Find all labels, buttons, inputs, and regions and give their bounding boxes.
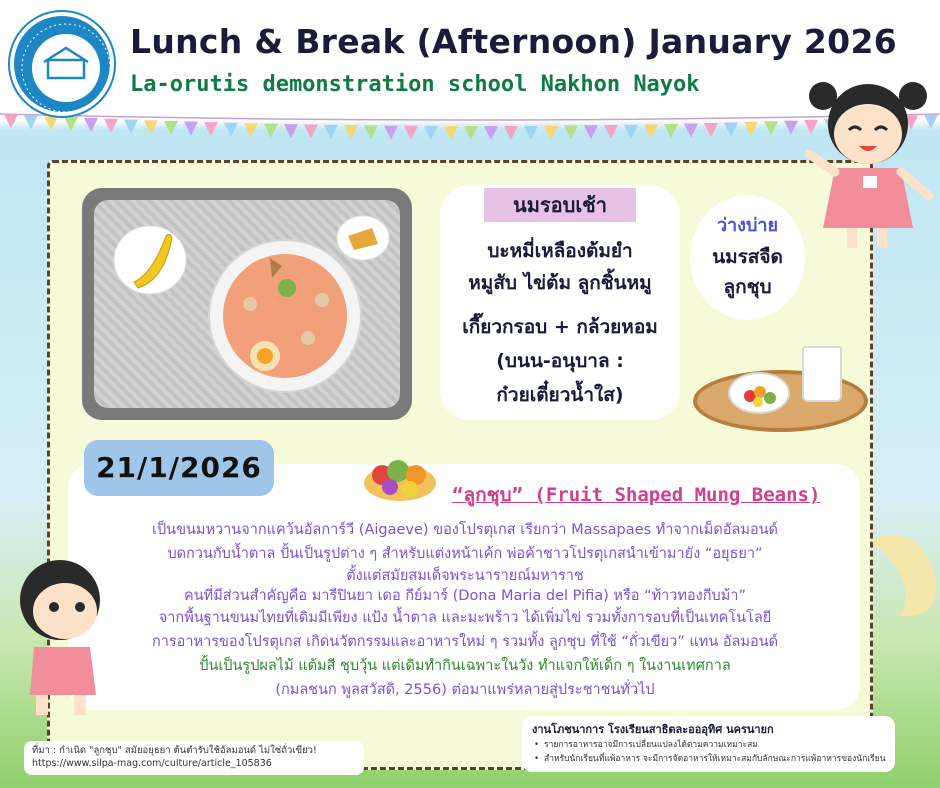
logo-emblem-icon <box>14 16 118 120</box>
department-note: • รายการอาหารอาจมีการเปลี่ยนแปลงได้ตามความเหมาะสม <box>532 738 885 752</box>
bunting-flag <box>564 126 578 140</box>
department-title: งานโภชนาการ โรงเรียนสาธิตละอออุทิศ นครนายก <box>532 723 774 736</box>
date-badge: 21/1/2026 <box>84 440 274 496</box>
bunting-flag <box>164 121 178 135</box>
mung-bean-decoration <box>860 520 940 620</box>
info-paragraph-line: (กมลชนก พูลสวัสดิ, 2556) ต่อมาแพร่หลายสู่ประชาชนทั่วไป <box>275 682 655 698</box>
bunting-flag <box>124 119 138 133</box>
lunch-food-illustration <box>82 188 412 420</box>
bunting-flag <box>204 122 218 136</box>
bunting-flag <box>784 121 798 135</box>
bunting-flag <box>424 126 438 140</box>
bunting-flag <box>244 123 258 137</box>
bunting-flag <box>284 124 298 138</box>
afternoon-menu-line: ลูกชุบ <box>723 276 772 298</box>
bunting-flag <box>584 125 598 139</box>
school-logo <box>10 12 114 116</box>
fruit-beans-plate-image <box>728 372 790 414</box>
bunting-flag <box>604 125 618 139</box>
morning-menu-line: เกี๊ยวกรอบ + กล้วยหอม <box>462 316 658 338</box>
bunting-flag <box>684 124 698 138</box>
bunting-flag <box>464 126 478 140</box>
bunting-flag <box>324 125 338 139</box>
morning-menu-line: บะหมี่เหลืองต้มยำ <box>487 240 633 262</box>
afternoon-menu-line: นมรสจืด <box>712 246 783 268</box>
bunting-flag <box>364 125 378 139</box>
info-paragraph-line: จากพื้นฐานขนมไทยที่เดิมมีเพียง แป้ง น้ำตาล และมะพร้าว ได้เพิ่มไข่ รวมทั้งการอบที่เป็นเทคโนโลยี <box>158 610 772 626</box>
bunting-flag <box>504 126 518 140</box>
morning-menu-line: (บนน-อนุบาล : <box>496 350 624 372</box>
bunting-flag <box>484 126 498 140</box>
bunting-flag <box>724 122 738 136</box>
info-paragraph-line: การอาหารของโปรตุเกส เกิดนวัตกรรมและอาหารใหม่ ๆ รวมทั้ง ลูกชุบ ที่ใช้ “ถั่วเขียว” แทน อัลมอนด์ <box>151 634 779 650</box>
info-paragraph-line: บดกวนกับน้ำตาล ปั้นเป็นรูปต่าง ๆ สำหรับแต่งหน้าเค้ก พ่อค้าชาวโปรตุเกสนำเข้ามายัง “อยุธยา” <box>167 546 763 562</box>
bunting-flag <box>404 126 418 140</box>
lunch-tray-image <box>82 188 412 420</box>
morning-milk-label: นมรอบเช้า <box>484 188 636 222</box>
morning-menu-line: หมูสับ ไข่ต้ม ลูกชิ้นหมู <box>468 272 652 294</box>
source-box <box>24 741 364 775</box>
fruit-basket-icon <box>360 453 440 503</box>
bunting-flag <box>224 123 238 137</box>
info-paragraph-line: ตั้งแต่สมัยสมเด็จพระนารายณ์มหาราช <box>346 568 584 584</box>
fruit-beans-icon <box>730 374 792 416</box>
bunting-flag <box>104 119 118 133</box>
bunting-flag <box>84 118 98 132</box>
bunting-flag <box>144 120 158 134</box>
info-paragraph-line: คนที่มีส่วนสำคัญคือ มารีปินยา เดอ กีย์มาร์ (Dona Maria del Pifia) หรือ “ท้าวทองกีบม้า” <box>184 588 746 604</box>
bunting-flag <box>664 124 678 138</box>
info-paragraph-line: เป็นขนมหวานจากแคว้นอัลการ์วี (Aigaeve) ของโปรตุเกส เรียกว่า Massapaes ทำจากเม็ดอัลมอนด์ <box>152 522 778 538</box>
department-notes <box>532 738 885 766</box>
page-subtitle: La-orutis demonstration school Nakhon Nayok <box>130 72 700 97</box>
bunting-flag <box>624 125 638 139</box>
department-box <box>522 716 895 772</box>
bunting-flag <box>704 123 718 137</box>
girl-character-illustration <box>805 68 935 258</box>
bunting-flag <box>184 122 198 136</box>
source-url-link[interactable]: https://www.silpa-mag.com/culture/article_105836 <box>32 758 272 769</box>
morning-menu-line: ก๋วยเตี๋ยวน้ำใส) <box>496 384 624 406</box>
page-title: Lunch & Break (Afternoon) January 2026 <box>130 22 897 61</box>
source-title: ที่มา : กำเนิด "ลูกชุบ" สมัยอยุธยา ต้นตำรับใช้อัลมอนด์ ไม่ใช่ถั่วเขียว! <box>32 745 317 756</box>
bunting-flag <box>344 125 358 139</box>
info-paragraph-line: ปั้นเป็นรูปผลไม้ แต้มสี ชุบวุ้น แต่เดิมทำกินเฉพาะในวัง ทำแจกให้เด็ก ๆ ในงานเทศกาล <box>199 658 731 674</box>
bunting-decoration <box>0 112 940 142</box>
bunting-flag <box>644 124 658 138</box>
bunting-flag <box>744 122 758 136</box>
milk-glass-image <box>802 346 842 402</box>
boy-character-illustration <box>10 555 110 725</box>
department-note: • สำหรับนักเรียนที่แพ้อาหาร จะมีการจัดอาหารให้เหมาะสมกับลักษณะการแพ้อาหารของนักเรียน <box>532 752 885 766</box>
bunting-flag <box>384 126 398 140</box>
bunting-flag <box>304 125 318 139</box>
bunting-flag <box>544 126 558 140</box>
bunting-flag <box>764 121 778 135</box>
bunting-flag <box>444 126 458 140</box>
info-heading: “ลูกชุบ” (Fruit Shaped Mung Beans) <box>452 484 821 506</box>
bunting-flag <box>264 124 278 138</box>
bunting-flag <box>524 126 538 140</box>
afternoon-snack-label: ว่างบ่าย <box>716 215 779 236</box>
